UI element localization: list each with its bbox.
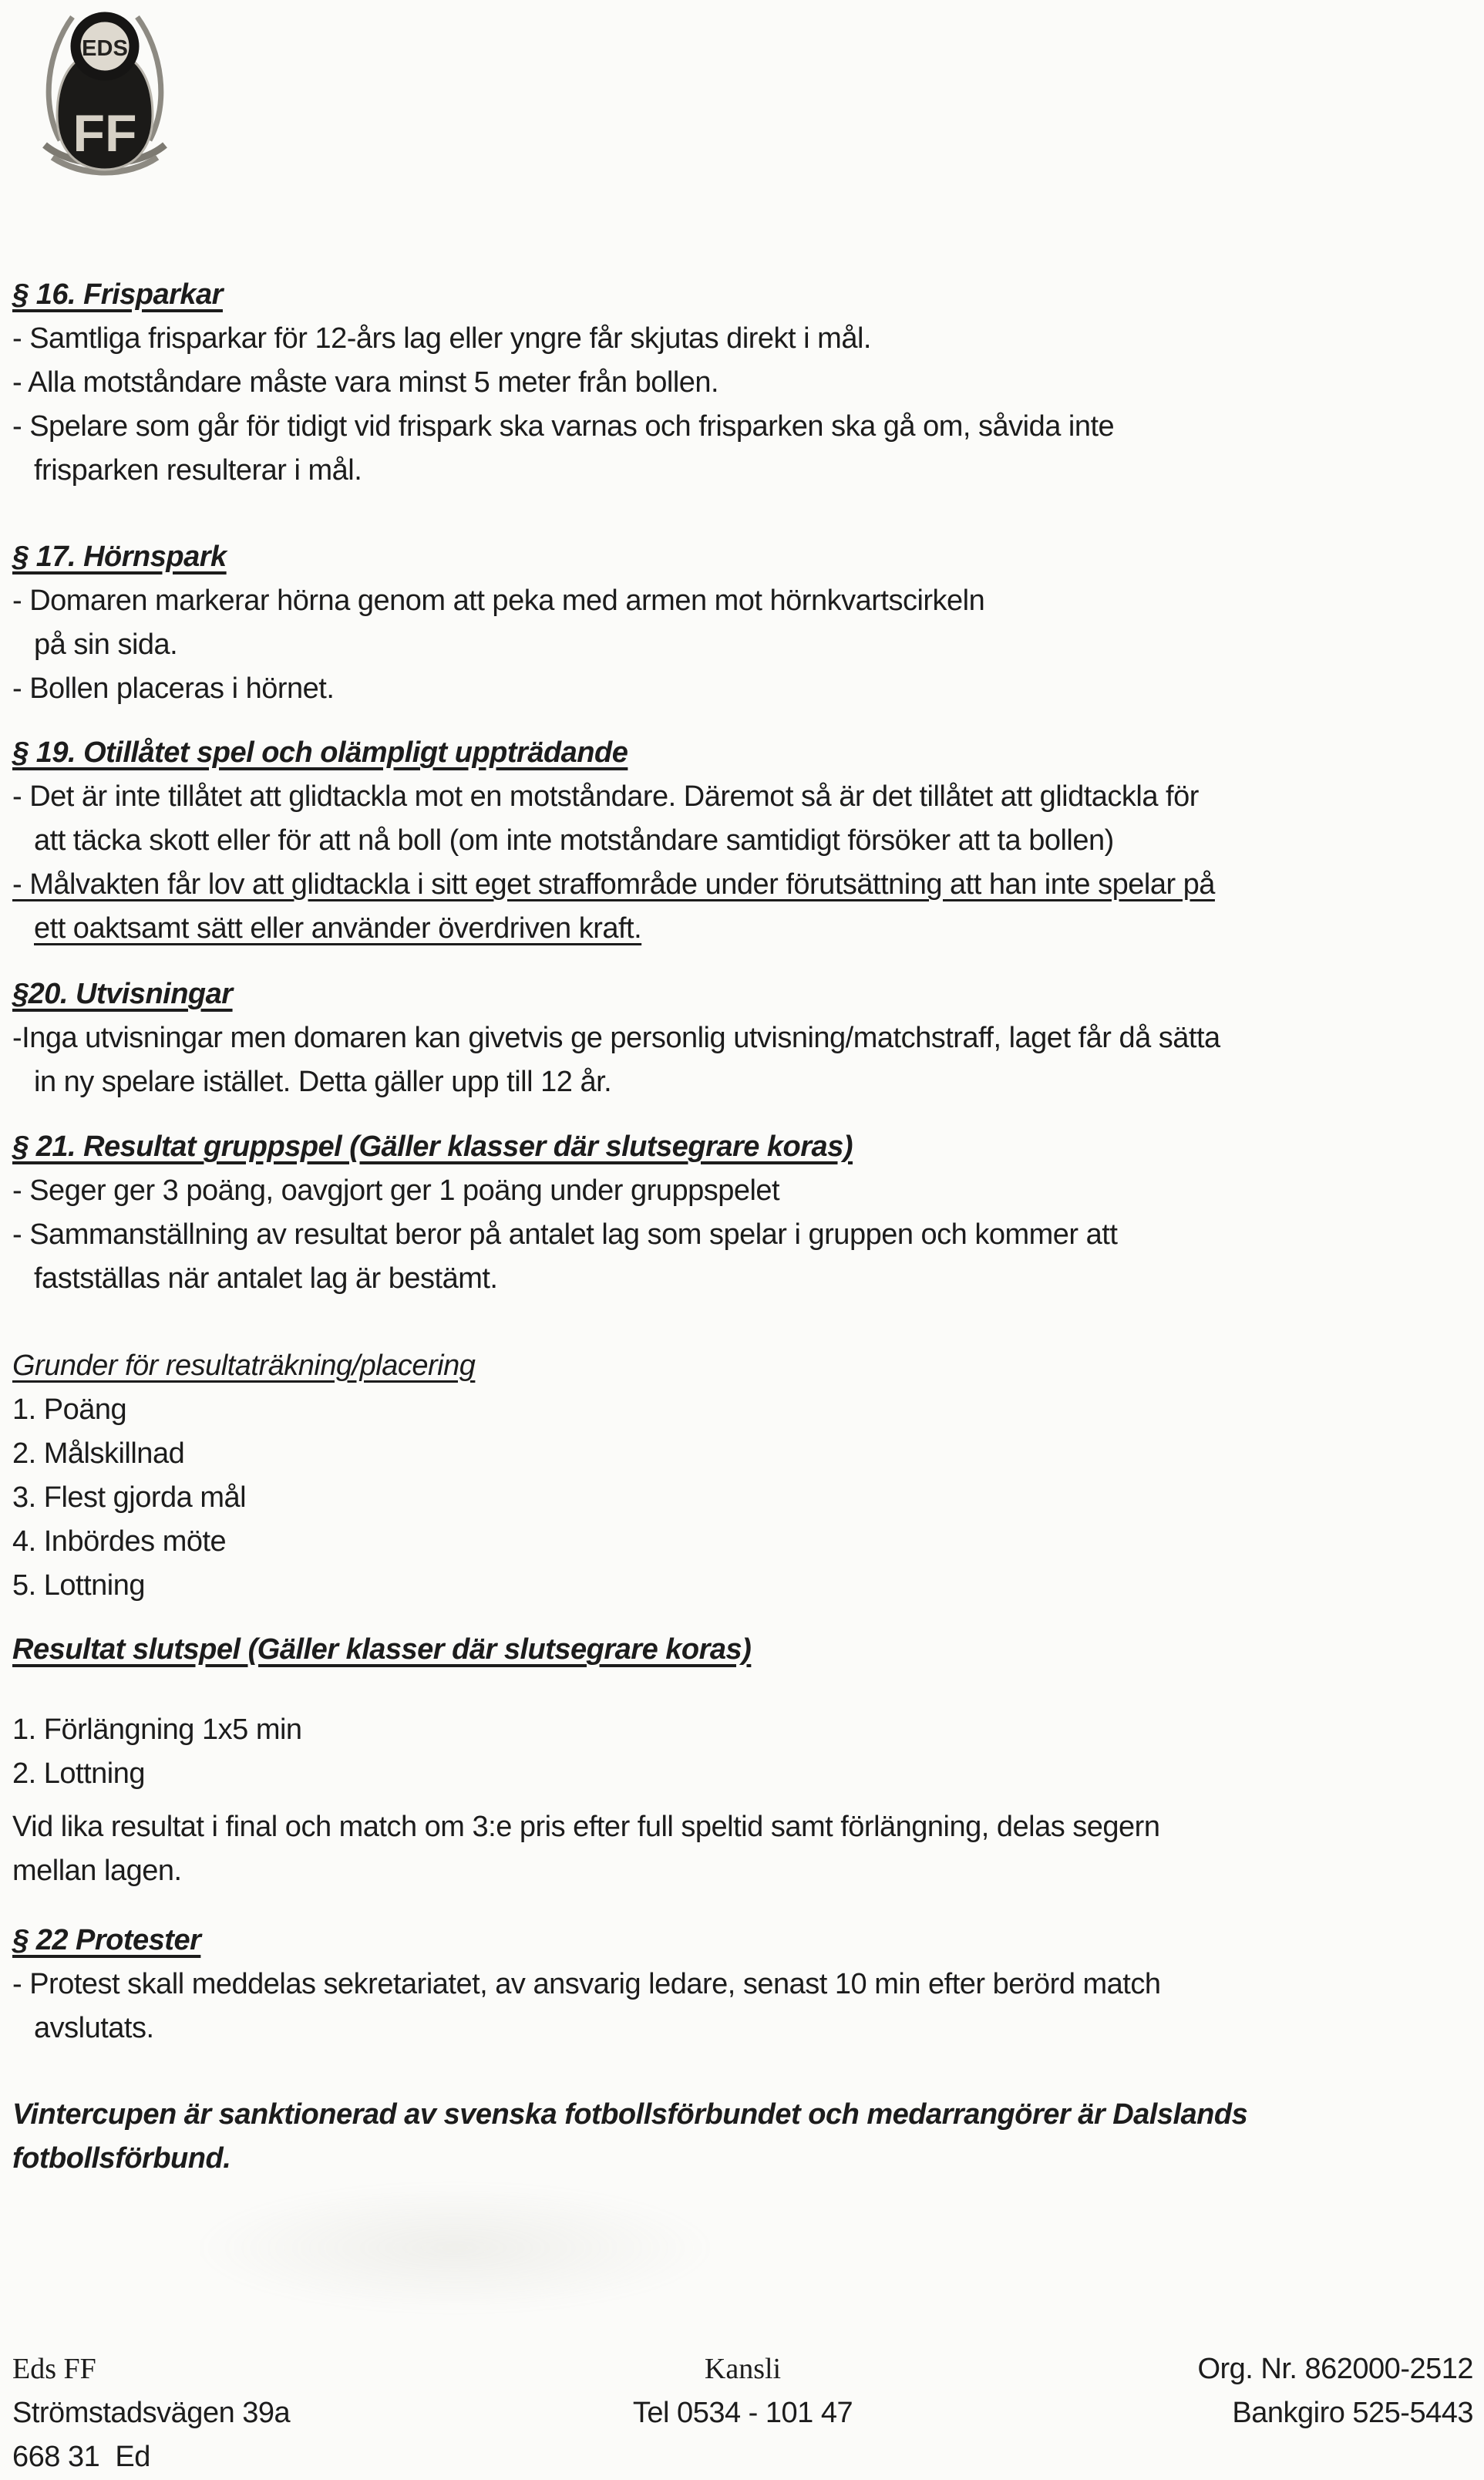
rule-line: ett oaktsamt sätt eller använder överdriven kraft. [34, 912, 642, 945]
numbered-list-item: 2. Lottning [12, 1757, 145, 1790]
section-resultat-slutspel [12, 1628, 1473, 1796]
rule-line: att täcka skott eller för att nå boll (om inte motståndare samtidigt försöker att ta bollen) [34, 824, 1114, 857]
section-vid-lika-resultat [12, 1805, 1473, 1893]
section-16-frisparkar [12, 273, 1473, 493]
footer-line: Kansli [704, 2353, 782, 2385]
footer-line: Strömstadsvägen 39a [12, 2397, 291, 2429]
footer-line: 668 31 Ed [12, 2441, 150, 2473]
rule-line: - Det är inte tillåtet att glidtackla mot en motståndare. Däremot så är det tillåtet att glidtackla för [12, 780, 1199, 813]
logo-eds-text: EDS [82, 36, 128, 61]
vid-lika-paragraph [12, 1805, 1473, 1893]
rule-line: frisparken resulterar i mål. [34, 454, 362, 487]
numbered-list-item: 3. Flest gjorda mål [12, 1481, 247, 1514]
sanction-statement [12, 2093, 1473, 2181]
section-17-heading: § 17. Hörnspark [12, 541, 227, 573]
sanction-statement-body [12, 2093, 1473, 2181]
numbered-list-item: 1. Poäng [12, 1393, 127, 1426]
section-17-hornspark [12, 535, 1473, 711]
statement-line: Vintercupen är sanktionerad av svenska fotbollsförbundet och medarrangörer är Dalslands [12, 2098, 1248, 2131]
rule-line: - Seger ger 3 poäng, oavgjort ger 1 poäng under gruppspelet [12, 1174, 780, 1207]
rule-line: in ny spelare istället. Detta gäller upp till 12 år. [34, 1066, 612, 1098]
club-logo-svg [28, 11, 182, 180]
paragraph-line: Vid lika resultat i final och match om 3:e pris efter full speltid samt förlängning, delas segern [12, 1811, 1160, 1843]
section-20-heading: §20. Utvisningar [12, 978, 233, 1010]
section-22-heading: § 22 Protester [12, 1924, 201, 1956]
numbered-list-item: 2. Målskillnad [12, 1437, 185, 1470]
numbered-list-item: 4. Inbördes möte [12, 1525, 227, 1558]
rule-line: - Sammanställning av resultat beror på antalet lag som spelar i gruppen och kommer att [12, 1218, 1118, 1251]
section-21-body [12, 1169, 1473, 1301]
footer-kansli-column [500, 2347, 987, 2479]
footer-line: Org. Nr. 862000-2512 [1197, 2353, 1474, 2385]
statement-line: fotbollsförbund. [12, 2142, 231, 2175]
rule-line: - Spelare som går för tidigt vid frispark ska varnas och frisparken ska gå om, såvida inte [12, 410, 1115, 443]
rule-line: - Bollen placeras i hörnet. [12, 672, 335, 705]
section-19-body [12, 775, 1473, 951]
rule-line: på sin sida. [34, 628, 178, 661]
section-22-protester [12, 1919, 1473, 2050]
footer-address-column [12, 2347, 500, 2479]
section-17-body [12, 579, 1473, 711]
section-21-heading: § 21. Resultat gruppspel (Gäller klasser där slutsegrare koras) [12, 1130, 853, 1163]
numbered-list-item: 1. Förlängning 1x5 min [12, 1713, 302, 1746]
footer-line: Bankgiro 525-5443 [1232, 2397, 1474, 2429]
section-grunder-placering [12, 1344, 1473, 1608]
section-20-utvisningar [12, 972, 1473, 1104]
rule-line: - Alla motståndare måste vara minst 5 meter från bollen. [12, 366, 719, 399]
rule-line: - Målvakten får lov att glidtackla i sitt eget straffområde under förutsättning att han inte spelar på [12, 868, 1215, 901]
section-21-resultat-gruppspel [12, 1125, 1473, 1301]
logo-ff-text: FF [72, 104, 137, 163]
slutspel-list [12, 1708, 1473, 1796]
rule-line: -Inga utvisningar men domaren kan givetvis ge personlig utvisning/matchstraff, laget får då sätta [12, 1022, 1220, 1054]
footer-org-column [986, 2347, 1473, 2479]
grunder-heading: Grunder för resultaträkning/placering [12, 1350, 476, 1382]
grunder-list [12, 1388, 1473, 1608]
footer-line: Tel 0534 - 101 47 [632, 2397, 853, 2429]
footer-line: Eds FF [12, 2353, 96, 2385]
rule-line: - Domaren markerar hörna genom att peka med armen mot hörnkvartscirkeln [12, 585, 985, 617]
rule-line: fastställas när antalet lag är bestämt. [34, 1262, 498, 1295]
section-16-heading: § 16. Frisparkar [12, 278, 223, 311]
club-logo [28, 11, 182, 180]
rule-line: - Samtliga frisparkar för 12-års lag eller yngre får skjutas direkt i mål. [12, 322, 871, 355]
section-19-otillatet-spel [12, 731, 1473, 951]
slutspel-heading: Resultat slutspel (Gäller klasser där slutsegrare koras) [12, 1633, 752, 1666]
section-22-body [12, 1963, 1473, 2050]
paragraph-line: mellan lagen. [12, 1855, 182, 1887]
scan-smudge-artifact [193, 2182, 717, 2313]
page-footer [12, 2347, 1473, 2479]
numbered-list-item: 5. Lottning [12, 1569, 145, 1602]
section-19-heading: § 19. Otillåtet spel och olämpligt uppträdande [12, 736, 628, 769]
rule-line: - Protest skall meddelas sekretariatet, av ansvarig ledare, senast 10 min efter berörd match [12, 1968, 1161, 2000]
section-16-body [12, 317, 1473, 493]
rule-line: avslutats. [34, 2012, 154, 2044]
section-20-body [12, 1016, 1473, 1104]
